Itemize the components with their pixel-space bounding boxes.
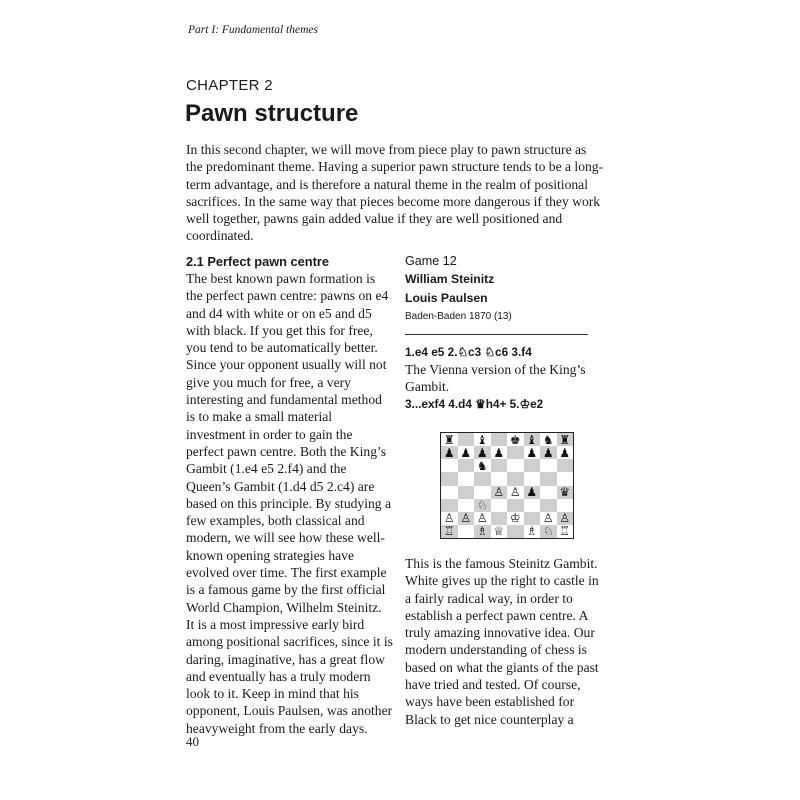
square-b1 (458, 525, 475, 538)
game-comment-1: The Vienna version of the King’s Gambit. (405, 362, 586, 395)
square-h3 (557, 499, 574, 512)
square-b4 (458, 486, 475, 499)
square-e6 (507, 459, 524, 472)
square-e4: ♙ (507, 486, 524, 499)
square-b8 (458, 433, 475, 446)
square-c6: ♞ (474, 459, 491, 472)
square-c5 (474, 472, 491, 485)
square-d2 (491, 512, 508, 525)
square-b5 (458, 472, 475, 485)
square-e8: ♚ (507, 433, 524, 446)
square-h5 (557, 472, 574, 485)
moves-line-1: 1.e4 e5 2.♘c3 ♘c6 3.f4 (405, 345, 532, 359)
square-a7: ♟ (441, 446, 458, 459)
square-d7: ♟ (491, 446, 508, 459)
square-g8: ♞ (540, 433, 557, 446)
square-c3: ♘ (474, 499, 491, 512)
square-f3 (524, 499, 541, 512)
square-b7: ♟ (458, 446, 475, 459)
section-heading: 2.1 Perfect pawn centre (186, 254, 329, 269)
square-g5 (540, 472, 557, 485)
square-d8 (491, 433, 508, 446)
square-g7: ♟ (540, 446, 557, 459)
square-e2: ♔ (507, 512, 524, 525)
square-g4 (540, 486, 557, 499)
game-event: Baden-Baden 1870 (13) (405, 311, 512, 322)
square-a3 (441, 499, 458, 512)
square-c1: ♗ (474, 525, 491, 538)
square-c7: ♟ (474, 446, 491, 459)
square-b6 (458, 459, 475, 472)
square-c4 (474, 486, 491, 499)
square-d6 (491, 459, 508, 472)
game-number: Game 12 (405, 254, 457, 268)
square-b2: ♙ (458, 512, 475, 525)
square-e1 (507, 525, 524, 538)
square-c2: ♙ (474, 512, 491, 525)
white-player: William Steinitz (405, 272, 495, 286)
square-d1: ♕ (491, 525, 508, 538)
square-h2: ♙ (557, 512, 574, 525)
section-body: The best known pawn formation is the perfect pawn centre: pawns on e4 and d4 with white or on e5 and d5 with black. If you get this for free, you tend to be automatically better. Since your opponent usually will not give you much for free, a very interesting and fundamental method is to make a small material investment in order to gain the perfect pawn centre. Both the King’s Gambit (1.e4 e5 2.f4) and the Queen’s Gambit (1.d4 d5 2.c4) are based on this principle. By studying a few examples, both classical and modern, we will see how these well-known opening strategies have evolved over time. The first example is a famous game by the first official World Champion, Wilhelm Steinitz. It is a most impressive early bird among positional sacrifices, since it is daring, imaginative, has a great flow and eventually has a truly modern look to it. Keep in mind that his opponent, Louis Paulsen, was another heavyweight from the early days. (186, 271, 393, 736)
chapter-title: Pawn structure (185, 100, 359, 127)
square-d3 (491, 499, 508, 512)
divider (405, 334, 588, 335)
square-g3 (540, 499, 557, 512)
intro-paragraph: In this second chapter, we will move from piece play to pawn structure as the predominant theme. Having a superior pawn structure tends to be a long-term advantage, and is therefore a natural theme in the realm of positional sacrifices. In the same way that pieces become more dangerous if they work well together, pawns gain added value if they are well positioned and coordinated. (186, 142, 604, 244)
square-a5 (441, 472, 458, 485)
game-header (405, 253, 595, 413)
square-c8: ♝ (474, 433, 491, 446)
page-number: 40 (186, 734, 199, 749)
square-e3 (507, 499, 524, 512)
square-g1: ♘ (540, 525, 557, 538)
square-h7: ♟ (557, 446, 574, 459)
chess-board (440, 432, 574, 539)
square-h6 (557, 459, 574, 472)
game-comment-2: This is the famous Steinitz Gambit. White gives up the right to castle in a fairly radical way, in order to establish a perfect pawn centre. A truly amazing innovative idea. Our modern understanding of chess is based on what the giants of the past have tried and tested. Of course, ways have been established for Black to get nice counterplay a (405, 556, 599, 727)
square-b3 (458, 499, 475, 512)
square-f5 (524, 472, 541, 485)
square-h8: ♜ (557, 433, 574, 446)
black-player: Louis Paulsen (405, 291, 488, 305)
square-g6 (540, 459, 557, 472)
square-h4: ♛ (557, 486, 574, 499)
square-d4: ♙ (491, 486, 508, 499)
square-f1: ♗ (524, 525, 541, 538)
square-a1: ♖ (441, 525, 458, 538)
square-f7: ♟ (524, 446, 541, 459)
square-h1: ♖ (557, 525, 574, 538)
square-d5 (491, 472, 508, 485)
square-f8: ♝ (524, 433, 541, 446)
square-f2 (524, 512, 541, 525)
game-comment-2-wrap (405, 555, 605, 728)
square-g2: ♙ (540, 512, 557, 525)
square-a6 (441, 459, 458, 472)
chapter-label: CHAPTER 2 (186, 77, 273, 94)
square-f4: ♟ (524, 486, 541, 499)
left-column (186, 253, 393, 737)
square-e7 (507, 446, 524, 459)
square-e5 (507, 472, 524, 485)
square-f6 (524, 459, 541, 472)
square-a8: ♜ (441, 433, 458, 446)
square-a4 (441, 486, 458, 499)
running-head: Part I: Fundamental themes (188, 24, 318, 36)
square-a2: ♙ (441, 512, 458, 525)
moves-line-2: 3...exf4 4.d4 ♛h4+ 5.♔e2 (405, 396, 544, 411)
